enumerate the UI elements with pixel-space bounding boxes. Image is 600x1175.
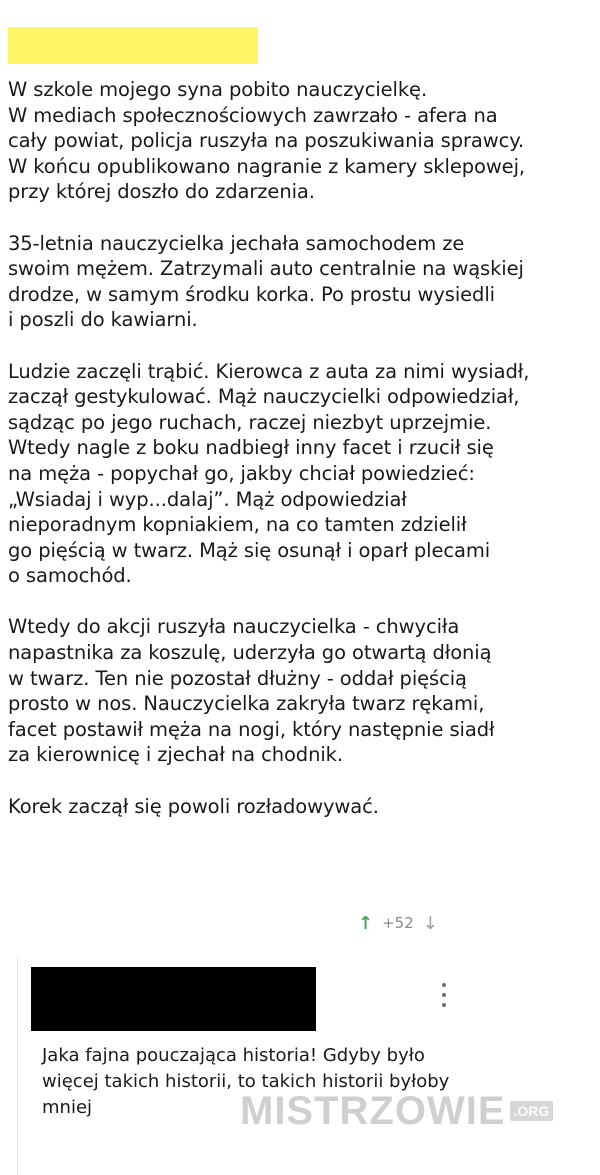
redacted-commenter-name	[31, 967, 316, 1031]
post-paragraph: Korek zaczął się powoli rozładowywać.	[8, 794, 379, 818]
menu-dot	[442, 993, 446, 997]
reply-comment-text: Jaka fajna pouczająca historia! Gdyby było więcej takich historii, to takich historii byłoby mniej	[42, 1045, 450, 1118]
watermark-tld: .ORG	[510, 1101, 554, 1121]
kebab-menu-icon[interactable]	[435, 983, 453, 1007]
vote-score: +52	[382, 914, 414, 932]
post-paragraph: Wtedy do akcji ruszyła nauczycielka - chwyciła napastnika za koszulę, uderzyła go otwartą dłonią w twarz. Ten nie pozostał dłużny - oddał pięścią prosto w nos. Nauczycielka zakryła twarz rękami, facet postawił męża na nogi, który następnie siadł za kierownicę i zjechał na chodnik.	[8, 615, 495, 767]
vote-bar	[358, 910, 438, 936]
post-body	[8, 77, 594, 819]
watermark-brand: MISTRZOWIE	[240, 1088, 506, 1133]
post-paragraph: 35-letnia nauczycielka jechała samochodem ze swoim mężem. Zatrzymali auto centralnie na wąskiej drodze, w samym środku korka. Po prostu wysiedli i poszli do kawiarni.	[8, 231, 524, 332]
reply-thread-line	[17, 958, 18, 1175]
post-paragraph: Ludzie zaczęli trąbić. Kierowca z auta za nimi wysiadł, zaczął gestykulować. Mąż nauczycielki odpowiedział, sądząc po jego ruchach, raczej niezbyt uprzejmie. Wtedy nagle z boku nadbiegł inny facet i rzucił się na męża - popychał go, jakby chciał powiedzieć: „Wsiadaj i wyp...dalaj”. Mąż odpowiedział nieporadnym kopniakiem, na co tamten zdzielił go pięścią w twarz. Mąż się osunął i oparł plecami o samochód.	[8, 359, 530, 588]
menu-dot	[442, 983, 446, 987]
post-paragraph: W szkole mojego syna pobito nauczycielkę. W mediach społecznościowych zawrzało - afera na cały powiat, policja ruszyła na poszukiwania sprawcy. W końcu opublikowano nagranie z kamery sklepowej, przy której doszło do zdarzenia.	[8, 78, 525, 204]
redacted-username-highlight	[8, 27, 258, 64]
upvote-arrow-icon[interactable]: ↑	[358, 912, 374, 934]
downvote-arrow-icon[interactable]: ↓	[422, 912, 438, 934]
menu-dot	[442, 1003, 446, 1007]
